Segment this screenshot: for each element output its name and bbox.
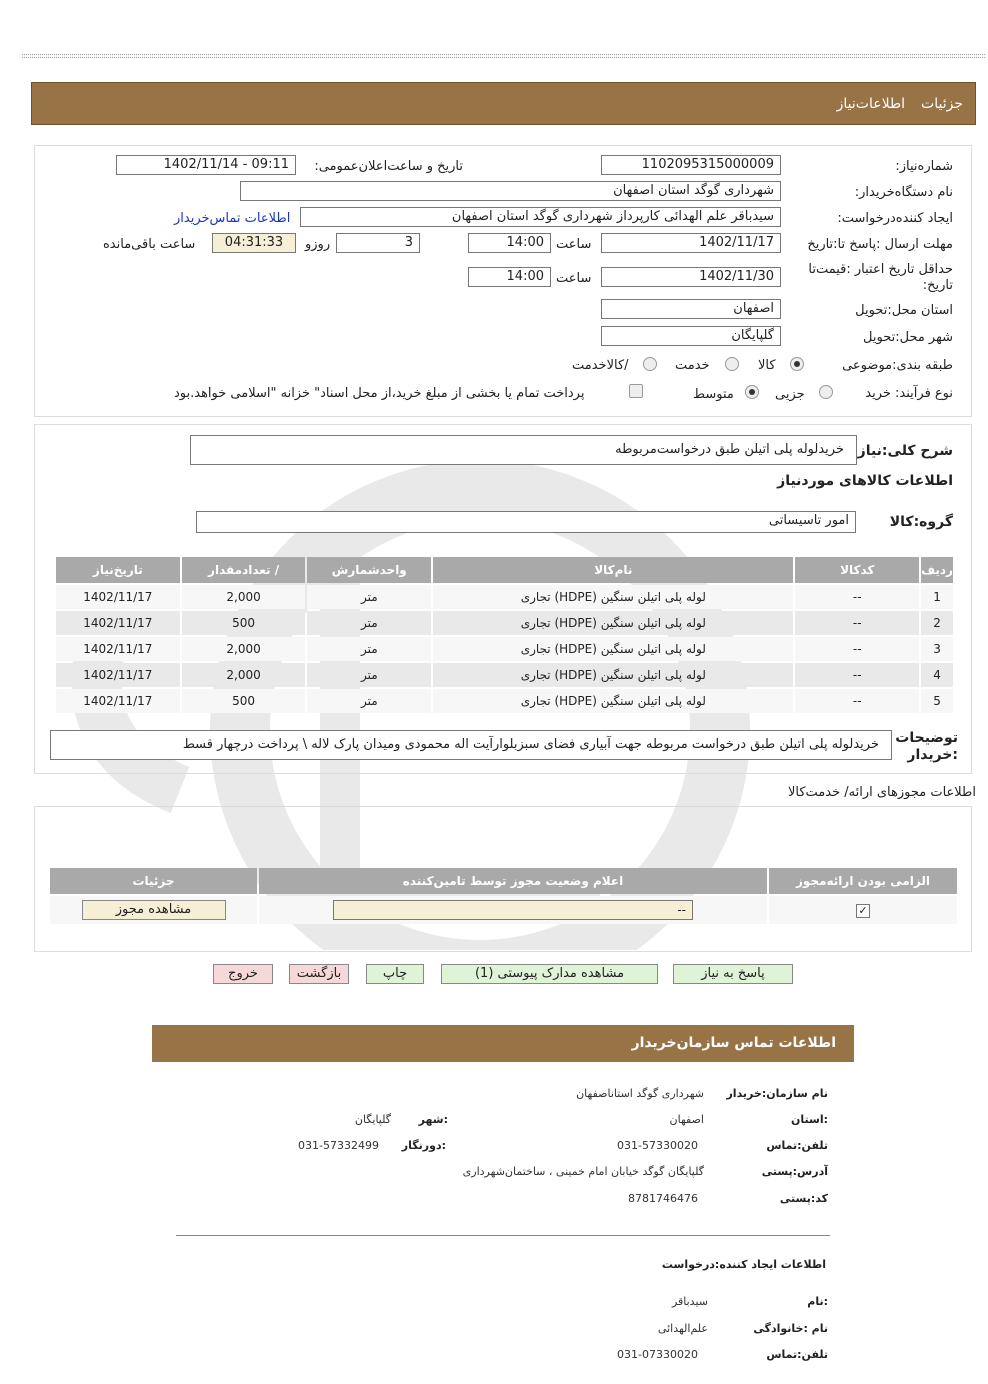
cell-date: 1402/11/17 — [83, 642, 153, 656]
back-button[interactable]: بازگشت — [289, 964, 349, 984]
remaining-label: ساعت باقی‌مانده — [103, 237, 196, 252]
col-permit-required: الزامی بودن ارائه‌مجوز — [769, 868, 957, 894]
category-label: طبقه بندی:موضوعی — [842, 358, 953, 373]
page-header — [31, 82, 976, 125]
need-info-title: اطلاعات‌نیاز — [836, 96, 905, 112]
col-quantity: / تعدادمقدار — [182, 557, 306, 583]
cell-quantity: 500 — [232, 616, 256, 630]
category-goods-service-radio[interactable] — [643, 357, 657, 371]
contact-section-title: اطلاعات تماس سازمان‌خریدار — [631, 1035, 836, 1051]
remaining-timer: 04:31:33 — [212, 233, 296, 253]
creator-phone-value: 031-07330020 — [617, 1348, 698, 1361]
process-minor-label: جزیی — [775, 387, 805, 402]
table-row — [56, 637, 953, 661]
province-field: اصفهان — [601, 299, 781, 319]
contact-city-value: گلپایگان — [354, 1113, 391, 1126]
exit-button[interactable]: خروج — [213, 964, 273, 984]
cell-unit: متر — [360, 694, 378, 708]
contact-address-value: گلپایگان گوگد خیابان امام خمینی ، ساختمان‌شهرداری — [462, 1165, 704, 1178]
process-label: نوع فرآیند: خرید — [865, 386, 953, 401]
cell-code: -- — [852, 616, 862, 630]
details-link[interactable]: جزئیات — [921, 96, 963, 112]
contact-province-label: :استان — [791, 1113, 828, 1126]
print-button[interactable]: چاپ — [366, 964, 424, 984]
validity-time-field: 14:00 — [468, 267, 551, 287]
permits-table — [48, 866, 959, 926]
creator-label: ایجاد کننده‌درخواست: — [837, 211, 953, 226]
cell-date: 1402/11/17 — [83, 668, 153, 682]
category-goods-service-label: /کالاخدمت — [572, 358, 629, 373]
buyer-org-field: شهرداری گوگد استان اصفهان — [240, 181, 781, 201]
org-name-value: شهرداری گوگد استاناصفهان — [576, 1087, 704, 1100]
category-service-radio[interactable] — [725, 357, 739, 371]
creator-family-label: نام :خانوادگی — [753, 1322, 828, 1335]
validity-label-1: حداقل تاریخ اعتبار :قیمت‌تا — [808, 262, 953, 277]
creator-phone-label: تلفن:تماس — [766, 1348, 828, 1361]
process-minor-radio[interactable] — [819, 385, 833, 399]
top-divider — [22, 54, 985, 58]
description-field: خریدلوله پلی اتیلن طبق درخواست‌مربوطه — [190, 435, 857, 465]
col-permit-details: جزئیات — [50, 868, 257, 894]
permit-status-cell — [259, 896, 767, 924]
buyer-org-label: نام دستگاه‌خریدار: — [854, 185, 953, 200]
cell-date: 1402/11/17 — [83, 694, 153, 708]
creator-info-title: اطلاعات ایجاد کننده:درخواست — [661, 1258, 826, 1271]
permit-required-checkbox[interactable]: ✓ — [856, 904, 870, 918]
cell-name: لوله پلی اتیلن سنگین (HDPE) تجاری — [520, 616, 706, 630]
goods-table — [54, 555, 955, 715]
process-medium-label: متوسط — [693, 387, 734, 402]
contact-city-label: :شهر — [418, 1113, 448, 1126]
deadline-time-label: ساعت — [556, 237, 592, 252]
need-number-label: شماره‌نیاز: — [895, 159, 953, 174]
cell-code: -- — [852, 694, 862, 708]
cell-row-no: 1 — [933, 590, 941, 604]
goods-info-title: اطلاعات کالاهای موردنیاز — [777, 473, 953, 489]
days-label: روزو — [305, 237, 331, 252]
cell-quantity: 500 — [232, 694, 256, 708]
permits-title: اطلاعات مجوزهای ارائه/ خدمت‌کالا — [787, 785, 976, 800]
col-row-no: ردیف — [921, 557, 953, 583]
buyer-contact-link[interactable]: اطلاعات تماس‌خریدار — [174, 211, 291, 226]
payment-checkbox[interactable] — [629, 384, 643, 398]
col-name: نام‌کالا — [433, 557, 793, 583]
cell-row-no: 3 — [933, 642, 941, 656]
creator-field: سیدباقر علم الهدائی کارپرداز شهرداری گوگد استان اصفهان — [300, 207, 781, 227]
col-code: کدکالا — [795, 557, 919, 583]
buyer-notes-label-1: توضیحات — [895, 730, 958, 746]
permit-row — [50, 896, 957, 924]
announce-date-label: تاریخ و ساعت‌اعلان‌عمومی: — [314, 159, 463, 174]
buyer-notes-label-2: :خریدار — [907, 747, 958, 763]
table-row — [56, 663, 953, 687]
permit-status-field: -- — [333, 900, 693, 920]
cell-unit: متر — [360, 642, 378, 656]
category-service-label: خدمت — [675, 358, 710, 373]
cell-row-no: 5 — [933, 694, 941, 708]
table-row — [56, 585, 953, 609]
cell-unit: متر — [360, 590, 378, 604]
cell-name: لوله پلی اتیلن سنگین (HDPE) تجاری — [520, 694, 706, 708]
cell-unit: متر — [360, 668, 378, 682]
contact-phone-value: 031-57330020 — [617, 1139, 698, 1152]
cell-code: -- — [852, 642, 862, 656]
province-label: استان محل:تحویل — [855, 303, 953, 318]
process-medium-radio[interactable] — [745, 385, 759, 399]
deadline-time-field: 14:00 — [468, 233, 551, 253]
goods-group-label: گروه:کالا — [889, 514, 953, 530]
cell-row-no: 2 — [933, 616, 941, 630]
validity-date-field: 1402/11/30 — [601, 267, 781, 287]
description-label: شرح کلی:نیاز — [857, 443, 953, 459]
col-permit-status: اعلام وضعیت مجوز توسط تامین‌کننده — [259, 868, 767, 894]
buyer-notes-field: خریدلوله پلی اتیلن طبق درخواست مربوطه جهت آبیاری فضای سبزبلوارآیت اله محمودی ومیدان پارک لاله \ پرداخت درچهار قسط — [50, 730, 892, 760]
city-field: گلپایگان — [601, 326, 781, 346]
attachments-button[interactable]: مشاهده مدارک پیوستی (1) — [441, 964, 658, 984]
contact-phone-label: تلفن:تماس — [766, 1139, 828, 1152]
announce-date-field: 1402/11/14 - 09:11 — [116, 155, 296, 175]
city-label: شهر محل:تحویل — [863, 330, 953, 345]
deadline-date-field: 1402/11/17 — [601, 233, 781, 253]
cell-row-no: 4 — [933, 668, 941, 682]
contact-fax-label: :دورنگار — [401, 1139, 446, 1152]
contact-province-value: اصفهان — [669, 1113, 704, 1126]
contact-postal-label: کد:پستی — [779, 1192, 828, 1205]
cell-date: 1402/11/17 — [83, 590, 153, 604]
days-field: 3 — [336, 233, 420, 253]
contact-fax-value: 031-57332499 — [298, 1139, 379, 1152]
cell-code: -- — [852, 590, 862, 604]
view-permit-button[interactable]: مشاهده مجوز — [82, 900, 226, 920]
col-date: تاریخ‌نیاز — [56, 557, 180, 583]
validity-label-2: تاریخ: — [922, 278, 953, 293]
contact-divider — [176, 1235, 830, 1236]
cell-quantity: 2,000 — [226, 642, 261, 656]
table-row — [56, 611, 953, 635]
permit-details-cell — [50, 896, 257, 924]
cell-unit: متر — [360, 616, 378, 630]
cell-quantity: 2,000 — [226, 590, 261, 604]
category-goods-radio[interactable] — [790, 357, 804, 371]
org-name-label: نام سازمان:خریدار — [726, 1087, 828, 1100]
contact-postal-value: 8781746476 — [628, 1192, 698, 1205]
cell-name: لوله پلی اتیلن سنگین (HDPE) تجاری — [520, 642, 706, 656]
table-row — [56, 689, 953, 713]
validity-time-label: ساعت — [556, 271, 592, 286]
deadline-label: مهلت ارسال :پاسخ تا:تاریخ — [807, 237, 953, 252]
cell-date: 1402/11/17 — [83, 616, 153, 630]
contact-address-label: آدرس:پستی — [761, 1165, 828, 1178]
cell-code: -- — [852, 668, 862, 682]
creator-family-value: علم‌الهدائی — [657, 1322, 708, 1335]
cell-name: لوله پلی اتیلن سنگین (HDPE) تجاری — [520, 590, 706, 604]
goods-group-field: امور تاسیساتی — [196, 511, 856, 533]
creator-name-label: :نام — [807, 1295, 828, 1308]
category-goods-label: کالا — [758, 358, 776, 373]
col-unit: واحدشمارش — [307, 557, 431, 583]
permit-required-cell — [769, 896, 957, 924]
creator-name-value: سیدباقر — [671, 1295, 708, 1308]
cell-quantity: 2,000 — [226, 668, 261, 682]
cell-name: لوله پلی اتیلن سنگین (HDPE) تجاری — [520, 668, 706, 682]
need-number-field: 1102095315000009 — [601, 155, 781, 175]
payment-note: پرداخت تمام یا بخشی از مبلغ خرید،از محل اسناد" خزانه "اسلامی خواهد.بود — [174, 386, 585, 401]
contact-section-header — [152, 1025, 854, 1062]
reply-button[interactable]: پاسخ به نیاز — [673, 964, 793, 984]
